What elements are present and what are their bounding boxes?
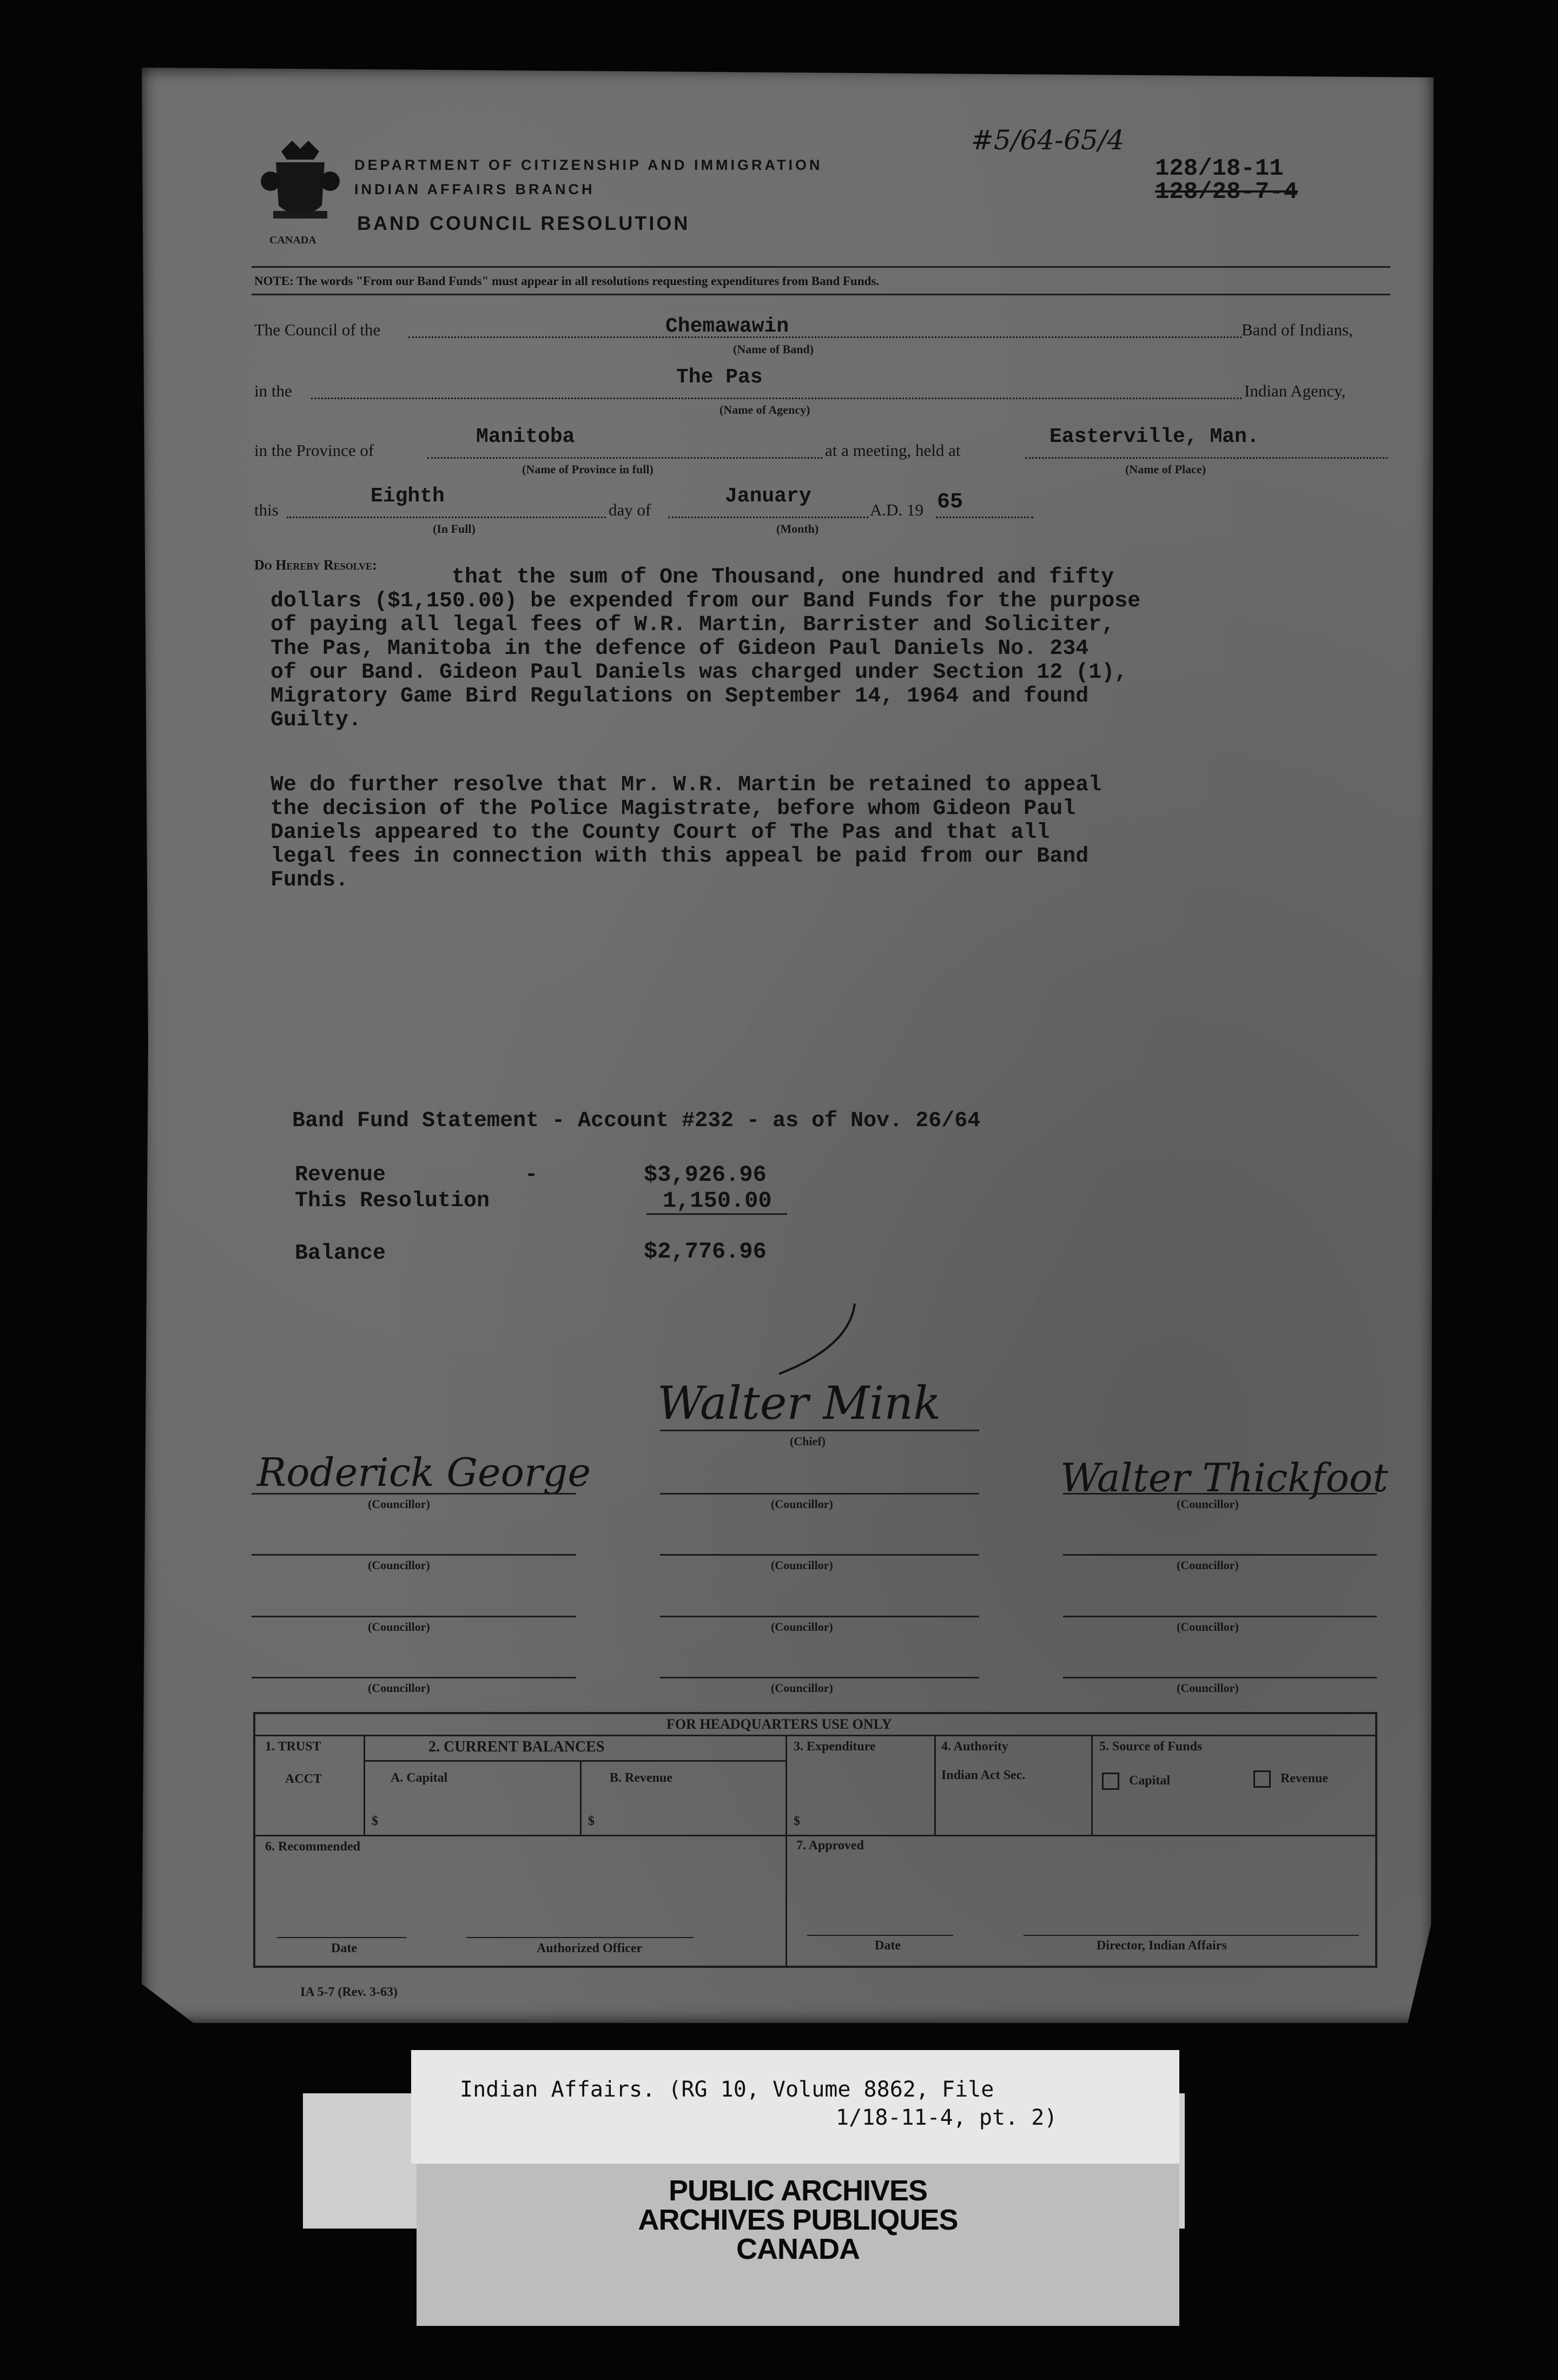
left-caption-2: (Councillor) xyxy=(368,1558,430,1572)
p1-line-7: Guilty. xyxy=(270,708,362,732)
acct-label: ACCT xyxy=(285,1772,322,1786)
right-line-3 xyxy=(1063,1616,1377,1617)
day-line xyxy=(287,517,606,518)
month-value: January xyxy=(725,485,811,508)
left-line-1 xyxy=(252,1493,576,1495)
hq-col-3 xyxy=(785,1735,787,1966)
form-title: BAND COUNCIL RESOLUTION xyxy=(357,212,690,234)
name-of-band-caption: (Name of Band) xyxy=(733,342,814,356)
in-full-caption: (In Full) xyxy=(433,522,476,536)
left-line-2 xyxy=(252,1554,576,1556)
mid-caption-2: (Councillor) xyxy=(771,1558,833,1572)
hq-col-2 xyxy=(580,1760,582,1835)
this-resolution-value: 1,150.00 xyxy=(663,1188,772,1214)
authorized-officer-line xyxy=(466,1937,694,1938)
archive-reference-card xyxy=(411,2050,1179,2164)
file-number: #5/64-65/4 xyxy=(971,124,1125,156)
resolution-paragraph-1 xyxy=(270,566,1325,732)
file-ref-1: 128/18-11 xyxy=(1155,155,1284,182)
revenue-dollar: $ xyxy=(588,1814,595,1828)
hq-rule-2 xyxy=(364,1760,785,1762)
year-line xyxy=(936,517,1033,518)
indian-act-label: Indian Act Sec. xyxy=(941,1768,1026,1782)
director-line xyxy=(1024,1935,1359,1936)
mid-line-4 xyxy=(660,1677,979,1678)
p2-line-3: Daniels appeared to the County Court of The Pas and that all xyxy=(270,821,1050,845)
mid-line-3 xyxy=(660,1616,979,1617)
capital-label: A. Capital xyxy=(391,1771,448,1785)
p1-line-4: The Pas, Manitoba in the defence of Gideon Paul Daniels No. 234 xyxy=(270,637,1089,661)
in-the-label: in the xyxy=(254,381,292,400)
trust-label: 1. TRUST xyxy=(265,1740,321,1754)
revenue-label: Revenue xyxy=(295,1163,386,1187)
mid-caption-4: (Councillor) xyxy=(771,1681,833,1695)
headquarters-box xyxy=(253,1712,1377,1968)
right-caption-3: (Councillor) xyxy=(1177,1620,1239,1634)
mid-line-2 xyxy=(660,1554,979,1556)
left-caption-4: (Councillor) xyxy=(368,1681,430,1695)
canada-crest-icon xyxy=(260,130,341,238)
source-revenue-label: Revenue xyxy=(1280,1771,1328,1786)
approved-date-line xyxy=(807,1935,953,1936)
balance-value: $2,776.96 xyxy=(644,1239,767,1265)
archive-reference-line-2: 1/18-11-4, pt. 2) xyxy=(836,2105,1058,2130)
left-councillor-signature: Roderick George xyxy=(257,1450,591,1495)
right-line-4 xyxy=(1063,1677,1377,1678)
month-line xyxy=(668,517,868,518)
revenue-checkbox[interactable] xyxy=(1253,1770,1271,1788)
revenue-dash: - xyxy=(525,1163,538,1187)
p2-line-4: legal fees in connection with this appeal be paid from our Band xyxy=(270,844,1089,869)
pen-stroke xyxy=(774,1298,866,1379)
p1-line-2: dollars ($1,150.00) be expended from our Band Funds for the purpose xyxy=(270,589,1141,613)
authorized-officer-label: Authorized Officer xyxy=(537,1941,643,1955)
band-name: Chemawawin xyxy=(665,315,789,338)
recommended-date-label: Date xyxy=(331,1941,357,1955)
right-line-2 xyxy=(1063,1554,1377,1556)
right-line-1 xyxy=(1063,1493,1377,1495)
agency-name: The Pas xyxy=(676,366,763,389)
right-councillor-signature: Walter Thickfoot xyxy=(1060,1455,1389,1500)
hq-title: FOR HEADQUARTERS USE ONLY xyxy=(666,1716,892,1732)
branch-name: INDIAN AFFAIRS BRANCH xyxy=(354,181,595,197)
this-label: this xyxy=(254,500,279,519)
authority-label: 4. Authority xyxy=(941,1740,1009,1754)
meeting-label: at a meeting, held at xyxy=(825,441,961,460)
capital-dollar: $ xyxy=(372,1814,378,1828)
approved-date-label: Date xyxy=(875,1939,901,1953)
band-funds-note: NOTE: The words "From our Band Funds" must appear in all resolutions requesting expenditures from Band Funds. xyxy=(254,274,880,288)
approved-label: 7. Approved xyxy=(796,1839,864,1853)
revenue-box-label: B. Revenue xyxy=(610,1771,672,1785)
province-label: in the Province of xyxy=(254,441,374,460)
left-line-3 xyxy=(252,1616,576,1617)
right-caption-1: (Councillor) xyxy=(1177,1497,1239,1511)
archive-stamp-card xyxy=(417,2164,1179,2326)
p1-line-1: that the sum of One Thousand, one hundred and fifty xyxy=(452,565,1114,590)
place-line xyxy=(1025,457,1388,459)
hq-rule-3 xyxy=(255,1835,1375,1836)
archive-stamp-line-1: PUBLIC ARCHIVES xyxy=(668,2174,928,2207)
mid-line-1 xyxy=(660,1493,979,1495)
agency-line xyxy=(311,398,1242,399)
p2-line-1: We do further resolve that Mr. W.R. Martin be retained to appeal xyxy=(270,773,1102,797)
resolution-paragraph-2 xyxy=(270,774,1325,892)
indian-agency-label: Indian Agency, xyxy=(1244,381,1346,400)
source-label: 5. Source of Funds xyxy=(1099,1740,1203,1754)
this-resolution-label: This Resolution xyxy=(295,1189,490,1213)
right-caption-2: (Councillor) xyxy=(1177,1558,1239,1572)
ad-label: A.D. 19 xyxy=(870,500,924,519)
chief-caption: (Chief) xyxy=(790,1434,826,1448)
right-caption-4: (Councillor) xyxy=(1177,1681,1239,1695)
current-balances-label: 2. CURRENT BALANCES xyxy=(428,1738,605,1755)
p1-line-6: Migratory Game Bird Regulations on September 14, 1964 and found xyxy=(270,684,1089,709)
balance-label: Balance xyxy=(295,1241,386,1266)
revenue-value: $3,926.96 xyxy=(644,1162,767,1188)
mid-caption-1: (Councillor) xyxy=(771,1497,833,1511)
province-value: Manitoba xyxy=(476,425,575,448)
divider-note xyxy=(252,294,1390,295)
divider-top xyxy=(252,266,1390,268)
p2-line-5: Funds. xyxy=(270,868,349,892)
hq-rule-1 xyxy=(255,1735,1375,1736)
province-caption: (Name of Province in full) xyxy=(522,462,653,476)
day-value: Eighth xyxy=(371,485,445,508)
p1-line-5: of our Band. Gideon Paul Daniels was charged under Section 12 (1), xyxy=(270,660,1128,685)
hq-col-5 xyxy=(1091,1735,1093,1835)
band-name-line xyxy=(408,336,1242,338)
place-caption: (Name of Place) xyxy=(1125,462,1206,476)
year-suffix: 65 xyxy=(937,490,963,514)
band-of-indians-label: Band of Indians, xyxy=(1242,320,1353,339)
department-name: DEPARTMENT OF CITIZENSHIP AND IMMIGRATION xyxy=(354,157,823,173)
fund-statement-title: Band Fund Statement - Account #232 - as of Nov. 26/64 xyxy=(292,1109,981,1133)
day-of-label: day of xyxy=(609,500,651,519)
recommended-label: 6. Recommended xyxy=(265,1840,360,1854)
place-value: Easterville, Man. xyxy=(1049,425,1259,448)
source-capital-label: Capital xyxy=(1129,1774,1171,1788)
month-caption: (Month) xyxy=(776,522,819,536)
hq-col-1 xyxy=(364,1735,365,1835)
subtotal-rule xyxy=(646,1213,787,1215)
name-of-agency-caption: (Name of Agency) xyxy=(719,403,810,416)
archive-stamp-line-2: ARCHIVES PUBLIQUES xyxy=(638,2204,958,2236)
recommended-date-line xyxy=(277,1937,407,1938)
file-ref-2: 128/28-7-4 xyxy=(1155,178,1298,206)
archive-stamp-line-3: CANADA xyxy=(736,2233,860,2265)
council-label: The Council of the xyxy=(254,320,381,339)
expenditure-dollar: $ xyxy=(794,1814,800,1828)
mid-caption-3: (Councillor) xyxy=(771,1620,833,1634)
left-line-4 xyxy=(252,1677,576,1678)
crest-label: CANADA xyxy=(269,234,316,246)
p2-line-2: the decision of the Police Magistrate, before whom Gideon Paul xyxy=(270,797,1076,821)
province-line xyxy=(427,457,822,459)
resolve-label: Do Hereby Resolve: xyxy=(254,557,377,573)
capital-checkbox[interactable] xyxy=(1102,1773,1119,1790)
p1-line-3: of paying all legal fees of W.R. Martin, Barrister and Soliciter, xyxy=(270,613,1115,637)
form-code: IA 5-7 (Rev. 3-63) xyxy=(300,1985,398,1999)
chief-signature: Walter Mink xyxy=(657,1377,941,1430)
left-caption-3: (Councillor) xyxy=(368,1620,430,1634)
chief-line xyxy=(660,1430,979,1431)
expenditure-label: 3. Expenditure xyxy=(794,1740,876,1754)
director-label: Director, Indian Affairs xyxy=(1097,1939,1227,1953)
archive-reference-line-1: Indian Affairs. (RG 10, Volume 8862, File xyxy=(460,2077,994,2102)
left-caption-1: (Councillor) xyxy=(368,1497,430,1511)
hq-col-4 xyxy=(934,1735,936,1835)
